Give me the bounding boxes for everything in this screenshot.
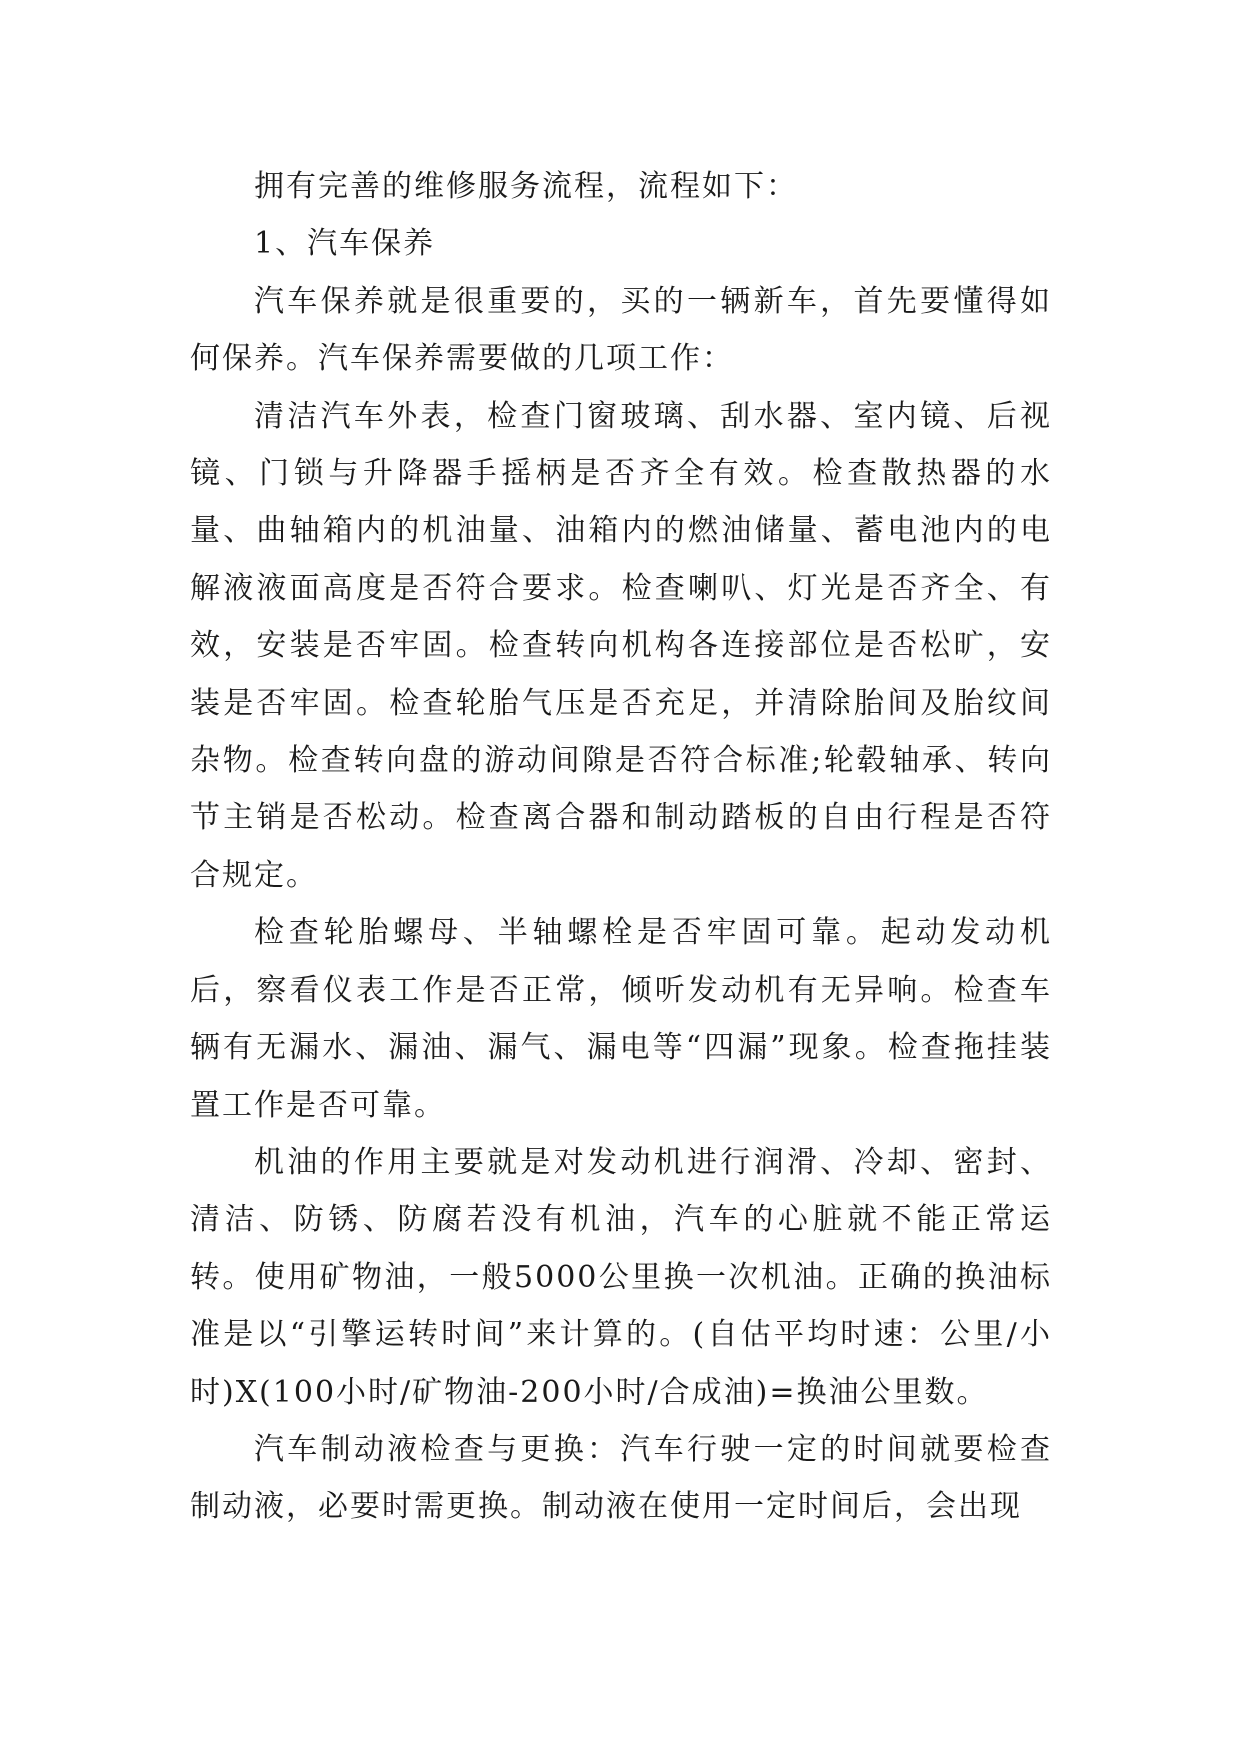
paragraph-brake-fluid: 汽车制动液检查与更换：汽车行驶一定的时间就要检查制动液，必要时需更换。制动液在使用一定时间后，会出现: [190, 1431, 1052, 1525]
paragraph-maintenance-importance: 汽车保养就是很重要的，买的一辆新车，首先要懂得如何保养。汽车保养需要做的几项工作：: [190, 283, 1052, 377]
section-heading-car-maintenance: 1、汽车保养: [254, 226, 436, 262]
paragraph-engine-oil: 机油的作用主要就是对发动机进行润滑、冷却、密封、清洁、防锈、防腐若没有机油，汽车的心脏就不能正常运转。使用矿物油，一般5000公里换一次机油。正确的换油标准是以“引擎运转时间”来计算的。(自估平均时速：公里/小时)X(100小时/矿物油-200小时/合成油)=换油公里数。: [190, 1144, 1052, 1410]
paragraph-intro: 拥有完善的维修服务流程，流程如下：: [254, 169, 798, 204]
paragraph-inspection-checklist: 清洁汽车外表，检查门窗玻璃、刮水器、室内镜、后视镜、门锁与升降器手摇柄是否齐全有效。检查散热器的水量、曲轴箱内的机油量、油箱内的燃油储量、蓄电池内的电解液液面高度是否符合要求。检查喇叭、灯光是否齐全、有效，安装是否牢固。检查转向机构各连接部位是否松旷，安装是否牢固。检查轮胎气压是否充足，并清除胎间及胎纹间杂物。检查转向盘的游动间隙是否符合标准;轮毂轴承、转向节主销是否松动。检查离合器和制动踏板的自由行程是否符合规定。: [190, 398, 1052, 893]
document-body: [190, 158, 1052, 1536]
paragraph-tire-engine-check: 检查轮胎螺母、半轴螺栓是否牢固可靠。起动发动机后，察看仪表工作是否正常，倾听发动机有无异响。检查车辆有无漏水、漏油、漏气、漏电等“四漏”现象。检查拖挂装置工作是否可靠。: [190, 915, 1052, 1123]
